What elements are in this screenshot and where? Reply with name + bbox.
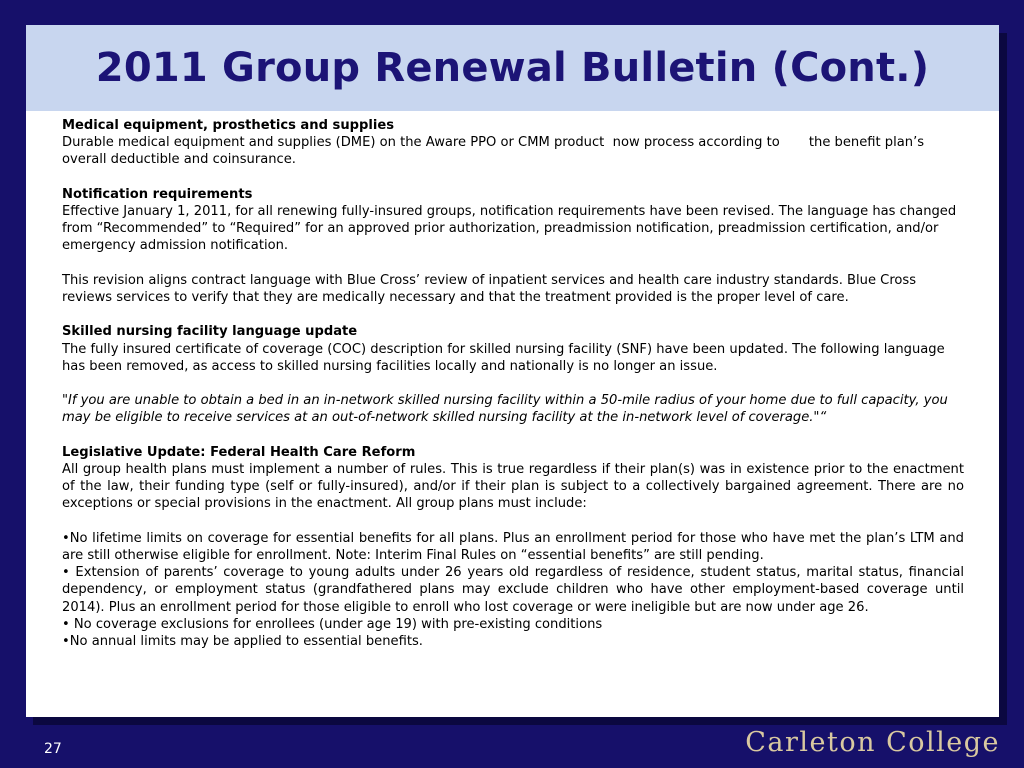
notification-heading: Notification requirements [62, 186, 253, 202]
medical-heading: Medical equipment, prosthetics and supplies [62, 118, 395, 133]
slide [26, 25, 999, 717]
notification-body: Effective January 1, 2011, for all renewing fully-insured groups, notification requirements have been revised. The language has changed from “Recommended” to “Required” for an approved prior authorization, preadmission notification, preadmission certification, and/or emergency admission notification. [62, 204, 957, 254]
title-bar [26, 25, 999, 111]
bullet-item: •No lifetime limits on coverage for essential benefits for all plans. Plus an enrollment period for those who have met the plan’s LTM and are still otherwise eligible for enrollment. Note: Interim Final Rules on “essential benefits” are still pending. [62, 530, 964, 563]
snf-body: The fully insured certificate of coverage (COC) description for skilled nursing facility (SNF) have been updated. The following language has been removed, as access to skilled nursing facilities locally and nationally is no longer an issue. [62, 341, 945, 374]
legislative-heading: Legislative Update: Federal Health Care Reform [62, 444, 416, 460]
page-number: 27 [44, 741, 62, 757]
carleton-college-logo: Carleton College [745, 727, 1000, 758]
legislative-body: All group health plans must implement a number of rules. This is true regardless if their plan(s) was in existence prior to the enactment of the law, their funding type (self or fully-insured), and/or if their plan is subject to a collectively bargained agreement. There are no exceptions or special provisions in the enactment. All group plans must include: [62, 461, 964, 512]
snf-quote: "If you are unable to obtain a bed in an in-network skilled nursing facility within a 50-mile radius of your home due to full capacity, you may be eligible to receive services at an out-of-network skilled nursing facility at the in-network level of coverage."“ [62, 393, 948, 426]
bullet-item: • No coverage exclusions for enrollees (under age 19) with pre-existing conditions [62, 616, 603, 632]
slide-content [62, 117, 964, 650]
medical-body: Durable medical equipment and supplies (DME) on the Aware PPO or CMM product now process according to the benefit plan’s overall deductible and coinsurance. [62, 135, 929, 168]
notification-body-2: This revision aligns contract language with Blue Cross’ review of inpatient services and health care industry standards. Blue Cross reviews services to verify that they are medically necessary and that the treatment provided is the proper level of care. [62, 272, 917, 305]
bullet-item: •No annual limits may be applied to essential benefits. [62, 634, 423, 649]
bullet-item: • Extension of parents’ coverage to young adults under 26 years old regardless of residence, student status, marital status, financial dependency, or employment status (grandfathered plans may exclude children who have other employment-based coverage until 2014). Plus an enrollment period for those eligible to enroll who lost coverage or were ineligible but are now under age 26. [62, 565, 964, 615]
snf-heading: Skilled nursing facility language update [62, 324, 358, 340]
slide-title: 2011 Group Renewal Bulletin (Cont.) [95, 45, 930, 91]
